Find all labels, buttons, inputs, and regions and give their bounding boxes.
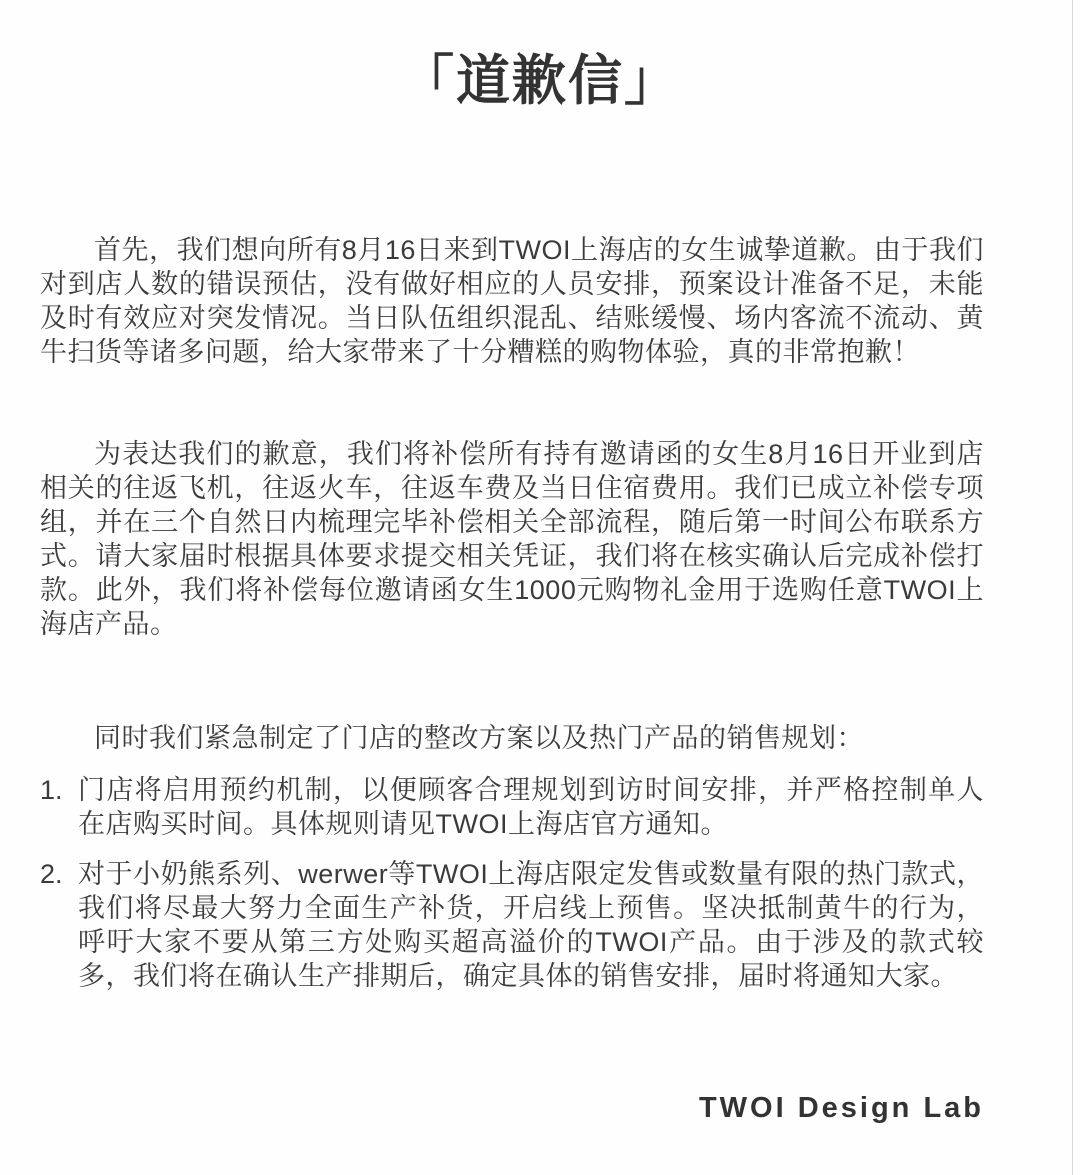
signature: TWOI Design Lab	[698, 1092, 984, 1124]
paragraph-apology: 首先，我们想向所有8月16日来到TWOI上海店的女生诚挚道歉。由于我们对到店人数的错误预估，没有做好相应的人员安排，预案设计准备不足，未能及时有效应对突发情况。当日队伍组织混乱、结账缓慢、场内客流不流动、黄牛扫货等诸多问题，给大家带来了十分糟糕的购物体验，真的非常抱歉！	[40, 235, 984, 367]
page-title: 「道歉信」	[400, 51, 680, 111]
list-item	[40, 773, 984, 841]
list-item-number: 1.	[40, 775, 63, 805]
plan-list	[40, 773, 984, 993]
letter-body	[0, 233, 1080, 993]
list-item	[40, 857, 984, 993]
list-item-number: 2.	[40, 859, 63, 889]
paragraph-compensation: 为表达我们的歉意，我们将补偿所有持有邀请函的女生8月16日开业到店相关的往返飞机，往返火车，往返车费及当日住宿费用。我们已成立补偿专项组，并在三个自然日内梳理完毕补偿相关全部流程，随后第一时间公布联系方式。请大家届时根据具体要求提交相关凭证，我们将在核实确认后完成补偿打款。此外，我们将补偿每位邀请函女生1000元购物礼金用于选购任意TWOI上海店产品。	[40, 439, 984, 639]
list-item-text: 门店将启用预约机制，以便顾客合理规划到访时间安排，并严格控制单人在店购买时间。具体规则请见TWOI上海店官方通知。	[78, 775, 984, 839]
list-item-text: 对于小奶熊系列、werwer等TWOI上海店限定发售或数量有限的热门款式，我们将尽最大努力全面生产补货，开启线上预售。坚决抵制黄牛的行为，呼吁大家不要从第三方处购买超高溢价的TWOI产品。由于涉及的款式较多，我们将在确认生产排期后，确定具体的销售安排，届时将通知大家。	[78, 859, 984, 991]
paragraph-plan-intro: 同时我们紧急制定了门店的整改方案以及热门产品的销售规划：	[94, 723, 864, 753]
